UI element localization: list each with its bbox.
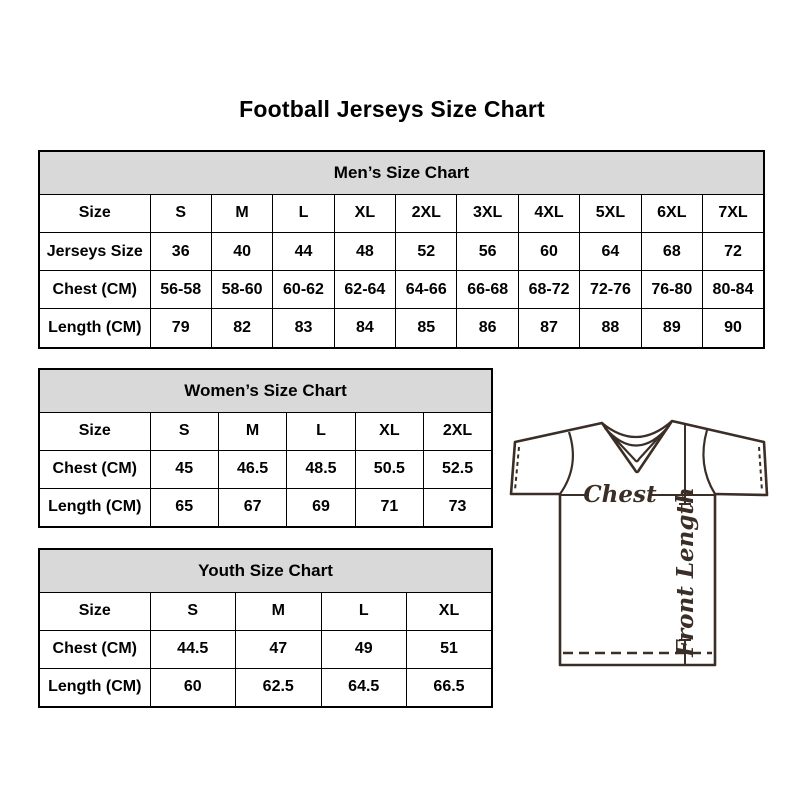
size-cell: 86 bbox=[457, 309, 518, 348]
table-row bbox=[39, 412, 492, 450]
table-row bbox=[39, 232, 764, 270]
mens-table-title: Men’s Size Chart bbox=[39, 151, 764, 194]
table-header-row bbox=[39, 369, 492, 412]
row-label: Chest (CM) bbox=[39, 630, 150, 668]
chest-label: Chest bbox=[583, 481, 657, 508]
size-cell: L bbox=[273, 194, 334, 232]
size-cell: 48 bbox=[334, 232, 395, 270]
size-cell: 76-80 bbox=[641, 271, 702, 309]
size-cell: 65 bbox=[150, 488, 218, 527]
size-cell: 82 bbox=[211, 309, 272, 348]
size-cell: 72 bbox=[703, 232, 764, 270]
size-cell: 62-64 bbox=[334, 271, 395, 309]
row-label: Size bbox=[39, 592, 150, 630]
size-cell: 49 bbox=[321, 630, 407, 668]
size-cell: 67 bbox=[218, 488, 286, 527]
size-cell: 52.5 bbox=[424, 450, 492, 488]
front-length-label: Front Length bbox=[672, 487, 699, 657]
size-cell: 89 bbox=[641, 309, 702, 348]
size-cell: 6XL bbox=[641, 194, 702, 232]
mens-size-table bbox=[38, 150, 765, 349]
size-cell: 66.5 bbox=[407, 668, 493, 707]
table-row bbox=[39, 450, 492, 488]
size-cell: 4XL bbox=[518, 194, 579, 232]
table-row bbox=[39, 488, 492, 527]
row-label: Chest (CM) bbox=[39, 271, 150, 309]
size-cell: L bbox=[321, 592, 407, 630]
size-cell: L bbox=[287, 412, 355, 450]
size-cell: 87 bbox=[518, 309, 579, 348]
size-cell: M bbox=[211, 194, 272, 232]
size-cell: S bbox=[150, 412, 218, 450]
table-row bbox=[39, 309, 764, 348]
table-row bbox=[39, 592, 492, 630]
size-cell: 36 bbox=[150, 232, 211, 270]
size-cell: 7XL bbox=[703, 194, 764, 232]
size-cell: 51 bbox=[407, 630, 493, 668]
size-cell: 66-68 bbox=[457, 271, 518, 309]
womens-size-table bbox=[38, 368, 493, 528]
row-label: Chest (CM) bbox=[39, 450, 150, 488]
size-cell: 2XL bbox=[424, 412, 492, 450]
size-cell: 46.5 bbox=[218, 450, 286, 488]
size-cell: 56 bbox=[457, 232, 518, 270]
row-label: Length (CM) bbox=[39, 309, 150, 348]
size-cell: 60-62 bbox=[273, 271, 334, 309]
size-cell: XL bbox=[355, 412, 423, 450]
size-cell: 47 bbox=[236, 630, 322, 668]
table-row bbox=[39, 194, 764, 232]
jersey-diagram-icon bbox=[503, 411, 775, 669]
size-cell: 60 bbox=[150, 668, 236, 707]
size-cell: 73 bbox=[424, 488, 492, 527]
size-cell: 52 bbox=[396, 232, 457, 270]
size-cell: S bbox=[150, 592, 236, 630]
size-cell: 3XL bbox=[457, 194, 518, 232]
size-cell: 68-72 bbox=[518, 271, 579, 309]
size-cell: 2XL bbox=[396, 194, 457, 232]
size-cell: XL bbox=[334, 194, 395, 232]
size-cell: 48.5 bbox=[287, 450, 355, 488]
size-cell: 88 bbox=[580, 309, 641, 348]
table-header-row bbox=[39, 549, 492, 592]
size-cell: 62.5 bbox=[236, 668, 322, 707]
table-row bbox=[39, 271, 764, 309]
size-cell: 40 bbox=[211, 232, 272, 270]
row-label: Size bbox=[39, 412, 150, 450]
size-cell: 64-66 bbox=[396, 271, 457, 309]
size-cell: 58-60 bbox=[211, 271, 272, 309]
size-cell: 60 bbox=[518, 232, 579, 270]
size-cell: 84 bbox=[334, 309, 395, 348]
size-cell: 83 bbox=[273, 309, 334, 348]
row-label: Length (CM) bbox=[39, 668, 150, 707]
size-cell: 56-58 bbox=[150, 271, 211, 309]
jersey-measurement-diagram bbox=[503, 411, 775, 669]
size-cell: 50.5 bbox=[355, 450, 423, 488]
size-cell: 68 bbox=[641, 232, 702, 270]
size-cell: 5XL bbox=[580, 194, 641, 232]
womens-table-title: Women’s Size Chart bbox=[39, 369, 492, 412]
size-cell: 72-76 bbox=[580, 271, 641, 309]
table-header-row bbox=[39, 151, 764, 194]
size-cell: 44.5 bbox=[150, 630, 236, 668]
size-cell: 71 bbox=[355, 488, 423, 527]
page-title: Football Jerseys Size Chart bbox=[239, 96, 545, 122]
row-label: Size bbox=[39, 194, 150, 232]
youth-size-table bbox=[38, 548, 493, 708]
youth-table-title: Youth Size Chart bbox=[39, 549, 492, 592]
size-cell: 44 bbox=[273, 232, 334, 270]
size-cell: M bbox=[218, 412, 286, 450]
size-cell: S bbox=[150, 194, 211, 232]
row-label: Jerseys Size bbox=[39, 232, 150, 270]
table-row bbox=[39, 630, 492, 668]
size-cell: 90 bbox=[703, 309, 764, 348]
size-cell: 85 bbox=[396, 309, 457, 348]
row-label: Length (CM) bbox=[39, 488, 150, 527]
size-cell: 64 bbox=[580, 232, 641, 270]
size-cell: 69 bbox=[287, 488, 355, 527]
size-cell: 79 bbox=[150, 309, 211, 348]
size-cell: 80-84 bbox=[703, 271, 764, 309]
size-cell: 45 bbox=[150, 450, 218, 488]
size-cell: 64.5 bbox=[321, 668, 407, 707]
table-row bbox=[39, 668, 492, 707]
size-cell: XL bbox=[407, 592, 493, 630]
size-cell: M bbox=[236, 592, 322, 630]
